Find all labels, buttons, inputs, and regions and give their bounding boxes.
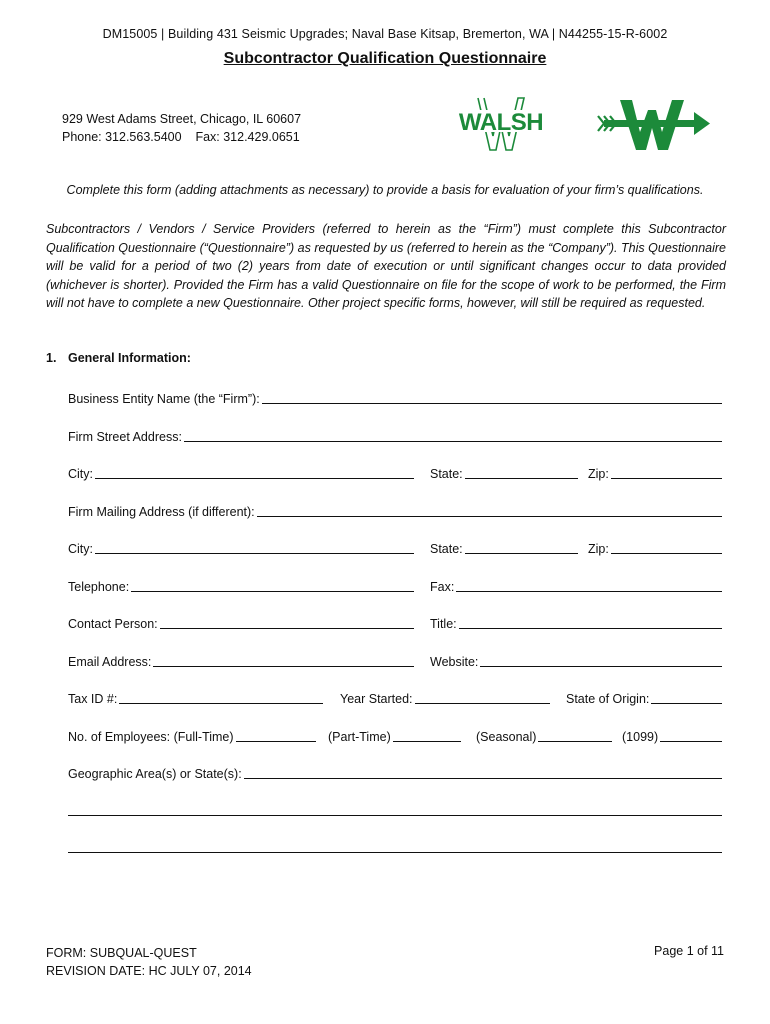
zip-input-2[interactable]	[611, 540, 722, 554]
website-field[interactable]	[430, 651, 722, 669]
geographic-area-input[interactable]	[244, 765, 722, 779]
employees-1099-field[interactable]	[622, 726, 722, 744]
entity-name-field[interactable]	[68, 388, 722, 406]
year-started-label: Year Started:	[340, 692, 413, 706]
email-label: Email Address:	[68, 655, 152, 669]
w-arrow-logo	[596, 96, 712, 152]
zip-label-1: Zip:	[588, 467, 609, 481]
instruction-text: Complete this form (adding attachments as necessary) to provide a basis for evaluation of your firm’s qualifications.	[66, 183, 704, 197]
telephone-label: Telephone:	[68, 580, 130, 594]
walsh-logo-text: WALSH	[458, 109, 544, 136]
employees-part-time-label: (Part-Time)	[328, 730, 391, 744]
title-label: Title:	[430, 617, 457, 631]
company-address: 929 West Adams Street, Chicago, IL 60607	[62, 112, 302, 126]
section-number: 1.	[46, 351, 57, 365]
section-heading	[46, 351, 191, 365]
employees-full-time-label: No. of Employees: (Full-Time)	[68, 730, 234, 744]
employees-seasonal-input[interactable]	[538, 728, 612, 742]
city-field-1[interactable]	[68, 463, 414, 481]
street-address-label: Firm Street Address:	[68, 430, 182, 444]
geographic-area-field[interactable]	[68, 763, 722, 781]
street-address-input[interactable]	[184, 428, 722, 442]
geographic-area-continuation-line-2[interactable]	[68, 852, 722, 853]
employees-1099-label: (1099)	[622, 730, 659, 744]
footer-form-info	[46, 944, 252, 980]
state-of-origin-input[interactable]	[651, 690, 722, 704]
tax-id-field[interactable]	[68, 688, 323, 706]
state-label-1: State:	[430, 467, 463, 481]
contact-person-input[interactable]	[160, 615, 414, 629]
tax-id-label: Tax ID #:	[68, 692, 118, 706]
email-field[interactable]	[68, 651, 414, 669]
street-address-field[interactable]	[68, 426, 722, 444]
zip-input-1[interactable]	[611, 465, 722, 479]
title-field[interactable]	[430, 613, 722, 631]
year-started-field[interactable]	[340, 688, 550, 706]
zip-label-2: Zip:	[588, 542, 609, 556]
row-telephone-fax	[68, 576, 722, 594]
website-label: Website:	[430, 655, 479, 669]
footer-form-id: FORM: SUBQUAL-QUEST	[46, 946, 197, 960]
row-entity-name	[68, 388, 722, 406]
employees-seasonal-label: (Seasonal)	[476, 730, 537, 744]
telephone-input[interactable]	[131, 578, 414, 592]
fax-label: Fax:	[430, 580, 455, 594]
company-phone-fax: Phone: 312.563.5400 Fax: 312.429.0651	[62, 130, 300, 144]
footer-page-number: Page 1 of 11	[654, 944, 724, 958]
intro-paragraph: Subcontractors / Vendors / Service Providers (referred to herein as the “Firm”) must complete this Subcontractor Qualification Questionnaire (“Questionnaire”) as requested by us (referred to herein as the “Company”). This Questionnaire will be valid for a period of two (2) years from date of execution or until significant changes occur to data provided (whichever is shorter). Provided the Firm has a valid Questionnaire on file for the scope of work to be performed, the Firm will not have to complete a new Questionnaire. Other project specific forms, however, will still be required as requested.	[46, 222, 726, 310]
city-field-2[interactable]	[68, 538, 414, 556]
state-label-2: State:	[430, 542, 463, 556]
zip-field-1[interactable]	[588, 463, 722, 481]
state-of-origin-field[interactable]	[566, 688, 722, 706]
fax-field[interactable]	[430, 576, 722, 594]
geographic-area-continuation-line-1[interactable]	[68, 815, 722, 816]
email-input[interactable]	[153, 653, 414, 667]
zip-field-2[interactable]	[588, 538, 722, 556]
row-employees	[68, 726, 722, 744]
row-contact-title	[68, 613, 722, 631]
state-input-1[interactable]	[465, 465, 578, 479]
geographic-area-label: Geographic Area(s) or State(s):	[68, 767, 242, 781]
fax-input[interactable]	[456, 578, 722, 592]
row-street-address	[68, 426, 722, 444]
employees-full-time-field[interactable]	[68, 726, 316, 744]
footer-revision-date: REVISION DATE: HC JULY 07, 2014	[46, 964, 252, 978]
row-geographic-area	[68, 763, 722, 781]
title-input[interactable]	[459, 615, 722, 629]
mailing-address-input[interactable]	[257, 503, 722, 517]
employees-seasonal-field[interactable]	[476, 726, 612, 744]
row-tax-year-state	[68, 688, 722, 706]
city-input-1[interactable]	[95, 465, 414, 479]
tax-id-input[interactable]	[119, 690, 323, 704]
row-city-state-zip-1	[68, 463, 722, 481]
mailing-address-label: Firm Mailing Address (if different):	[68, 505, 255, 519]
employees-part-time-field[interactable]	[328, 726, 461, 744]
walsh-logo	[440, 96, 562, 152]
city-input-2[interactable]	[95, 540, 414, 554]
entity-name-label: Business Entity Name (the “Firm”):	[68, 392, 260, 406]
project-header: DM15005 | Building 431 Seismic Upgrades; Naval Base Kitsap, Bremerton, WA | N44255-15-R-6002	[102, 27, 668, 41]
city-label-2: City:	[68, 542, 93, 556]
telephone-field[interactable]	[68, 576, 414, 594]
state-field-1[interactable]	[430, 463, 578, 481]
state-field-2[interactable]	[430, 538, 578, 556]
row-email-website	[68, 651, 722, 669]
employees-1099-input[interactable]	[660, 728, 722, 742]
section-title: General Information:	[68, 351, 191, 365]
employees-part-time-input[interactable]	[393, 728, 461, 742]
mailing-address-field[interactable]	[68, 501, 722, 519]
year-started-input[interactable]	[415, 690, 550, 704]
website-input[interactable]	[480, 653, 722, 667]
row-city-state-zip-2	[68, 538, 722, 556]
state-input-2[interactable]	[465, 540, 578, 554]
city-label-1: City:	[68, 467, 93, 481]
contact-person-label: Contact Person:	[68, 617, 158, 631]
entity-name-input[interactable]	[262, 390, 722, 404]
row-mailing-address	[68, 501, 722, 519]
contact-person-field[interactable]	[68, 613, 414, 631]
company-address-block	[62, 110, 301, 146]
employees-full-time-input[interactable]	[236, 728, 316, 742]
page-title: Subcontractor Qualification Questionnaire	[223, 50, 547, 67]
state-of-origin-label: State of Origin:	[566, 692, 650, 706]
